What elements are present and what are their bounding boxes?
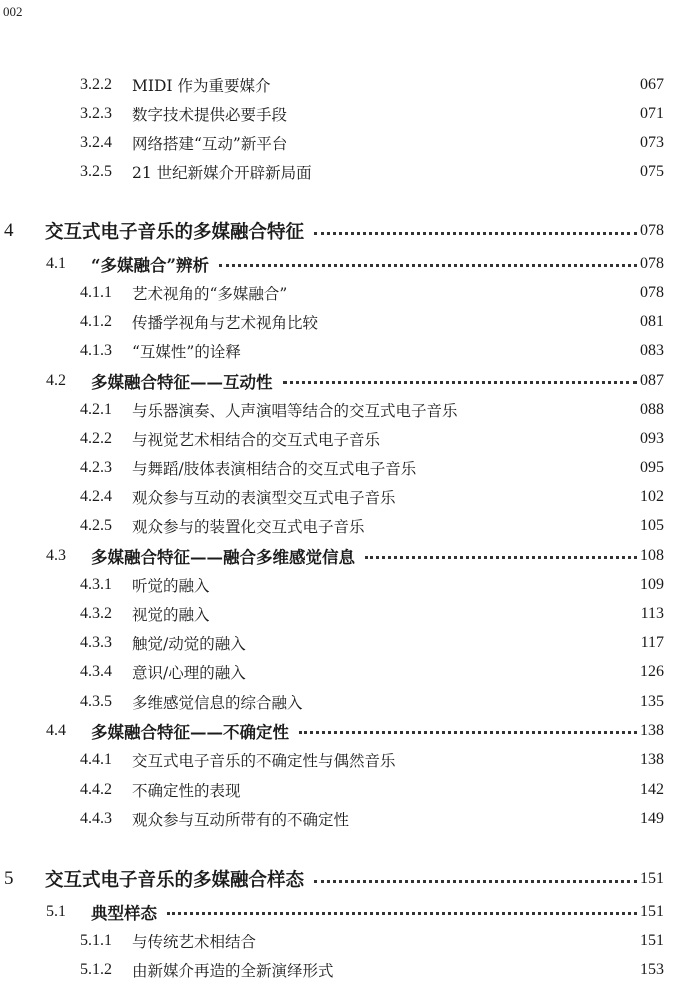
entry-page: 088 [640, 400, 664, 418]
section-number: 5.1 [46, 902, 66, 920]
toc-entry-4-2-1 [0, 395, 664, 424]
entry-number: 4.4.3 [80, 809, 112, 827]
entry-title: 触觉/动觉的融入 [132, 634, 246, 653]
toc-entry-4-1-2 [0, 307, 664, 336]
entry-title: 多维感觉信息的综合融入 [132, 693, 303, 712]
entry-number: 4.4.1 [80, 750, 112, 768]
entry-page: 073 [640, 133, 664, 151]
entry-title: 传播学视角与艺术视角比较 [132, 313, 319, 332]
section-title: “多媒融合”辨析 [91, 255, 209, 275]
entry-title: 观众参与的装置化交互式电子音乐 [132, 517, 365, 536]
toc-chapter-4 [0, 216, 664, 246]
toc-entry-4-2-2 [0, 424, 664, 453]
entry-number: 4.4.2 [80, 780, 112, 798]
entry-number: 4.3.4 [80, 662, 112, 680]
entry-number: 4.3.1 [80, 575, 112, 593]
section-page: 078 [640, 254, 664, 272]
toc-entry-4-1-1 [0, 278, 664, 307]
dot-leader [219, 264, 637, 267]
section-number: 4.3 [46, 546, 66, 564]
entry-page: 105 [640, 516, 664, 534]
entry-title: 与乐器演奏、人声演唱等结合的交互式电子音乐 [132, 401, 458, 420]
entry-number: 3.2.2 [80, 75, 112, 93]
toc-entry-3-2-5 [0, 157, 664, 186]
dot-leader [314, 232, 637, 235]
toc-entry-5-1-2 [0, 955, 664, 984]
entry-page: 135 [640, 692, 664, 710]
entry-number: 4.2.3 [80, 458, 112, 476]
chapter-page: 151 [640, 870, 664, 887]
toc-section-4-4 [0, 716, 664, 745]
entry-page: 149 [640, 809, 664, 827]
entry-number: 4.2.1 [80, 400, 112, 418]
section-page: 138 [640, 721, 664, 739]
toc-entry-4-2-4 [0, 482, 664, 511]
toc-entry-4-3-5 [0, 687, 664, 716]
entry-page: 083 [640, 341, 664, 359]
section-page: 108 [640, 546, 664, 564]
dot-leader [299, 731, 637, 734]
section-title: 多媒融合特征——融合多维感觉信息 [91, 547, 355, 567]
entry-page: 102 [640, 487, 664, 505]
entry-title: 与舞蹈/肢体表演相结合的交互式电子音乐 [132, 459, 417, 478]
chapter-page: 078 [640, 222, 664, 239]
entry-number: 3.2.5 [80, 162, 112, 180]
entry-number: 4.3.5 [80, 692, 112, 710]
entry-number: 5.1.2 [80, 960, 112, 978]
entry-number: 4.2.4 [80, 487, 112, 505]
entry-number: 4.2.5 [80, 516, 112, 534]
entry-number: 3.2.3 [80, 104, 112, 122]
entry-page: 095 [640, 458, 664, 476]
chapter-number: 4 [4, 220, 14, 241]
entry-title: 意识/心理的融入 [132, 663, 246, 682]
toc-entry-4-3-4 [0, 657, 664, 686]
dot-leader [167, 912, 637, 915]
entry-title: 不确定性的表现 [132, 781, 241, 800]
toc-entry-4-2-5 [0, 511, 664, 540]
entry-number: 4.2.2 [80, 429, 112, 447]
entry-page: 067 [640, 75, 664, 93]
entry-page: 138 [640, 750, 664, 768]
entry-number: 4.1.3 [80, 341, 112, 359]
toc-section-5-1 [0, 897, 664, 926]
toc-entry-4-4-2 [0, 775, 664, 804]
entry-title: 视觉的融入 [132, 605, 210, 624]
toc-entry-4-3-2 [0, 599, 664, 628]
section-title: 多媒融合特征——互动性 [91, 372, 273, 392]
chapter-title: 交互式电子音乐的多媒融合特征 [45, 222, 305, 243]
dot-leader [283, 381, 638, 384]
dot-leader [314, 880, 637, 883]
entry-page: 113 [640, 604, 664, 622]
entry-title: “互媒性”的诠释 [132, 342, 241, 361]
entry-title: 观众参与互动所带有的不确定性 [132, 810, 350, 829]
entry-page: 153 [640, 960, 664, 978]
entry-title: 数字技术提供必要手段 [132, 105, 288, 124]
toc-entry-4-3-1 [0, 570, 664, 599]
entry-number: 4.3.3 [80, 633, 112, 651]
toc-entry-4-1-3 [0, 336, 664, 365]
page-number: 002 [3, 4, 23, 19]
toc-entry-3-2-2 [0, 70, 664, 99]
toc-entry-4-4-1 [0, 745, 664, 774]
entry-title: 听觉的融入 [132, 576, 210, 595]
toc-entry-3-2-4 [0, 128, 664, 157]
entry-title: 21 世纪新媒介开辟新局面 [132, 163, 312, 182]
section-number: 4.2 [46, 371, 66, 389]
toc-entry-3-2-3 [0, 99, 664, 128]
section-page: 151 [640, 902, 664, 920]
entry-page: 081 [640, 312, 664, 330]
entry-title: 艺术视角的“多媒融合” [132, 284, 288, 303]
section-title: 典型样态 [91, 903, 157, 923]
entry-title: 交互式电子音乐的不确定性与偶然音乐 [132, 751, 396, 770]
toc-section-4-2 [0, 366, 664, 395]
dot-leader [365, 556, 637, 559]
entry-number: 4.1.2 [80, 312, 112, 330]
entry-page: 078 [640, 283, 664, 301]
entry-number: 4.1.1 [80, 283, 112, 301]
entry-page: 071 [640, 104, 664, 122]
toc-entry-4-3-3 [0, 628, 664, 657]
section-number: 4.1 [46, 254, 66, 272]
toc-entry-5-1-1 [0, 926, 664, 955]
entry-title: MIDI 作为重要媒介 [132, 76, 271, 95]
entry-title: 与传统艺术相结合 [132, 932, 257, 951]
entry-number: 4.3.2 [80, 604, 112, 622]
entry-page: 117 [640, 633, 664, 651]
entry-page: 151 [640, 931, 664, 949]
toc-entry-4-2-3 [0, 453, 664, 482]
entry-title: 网络搭建“互动”新平台 [132, 134, 288, 153]
entry-number: 5.1.1 [80, 931, 112, 949]
section-title: 多媒融合特征——不确定性 [91, 722, 289, 742]
entry-page: 075 [640, 162, 664, 180]
entry-page: 109 [640, 575, 664, 593]
entry-number: 3.2.4 [80, 133, 112, 151]
toc-section-4-1 [0, 249, 664, 278]
chapter-title: 交互式电子音乐的多媒融合样态 [45, 870, 305, 891]
chapter-number: 5 [4, 868, 14, 889]
section-number: 4.4 [46, 721, 66, 739]
entry-title: 由新媒介再造的全新演绎形式 [132, 961, 334, 980]
entry-page: 093 [640, 429, 664, 447]
entry-page: 126 [640, 662, 664, 680]
toc-entry-4-4-3 [0, 804, 664, 833]
toc-chapter-5 [0, 864, 664, 894]
toc-section-4-3 [0, 541, 664, 570]
entry-title: 与视觉艺术相结合的交互式电子音乐 [132, 430, 381, 449]
entry-title: 观众参与互动的表演型交互式电子音乐 [132, 488, 396, 507]
entry-page: 142 [640, 780, 664, 798]
section-page: 087 [640, 371, 664, 389]
